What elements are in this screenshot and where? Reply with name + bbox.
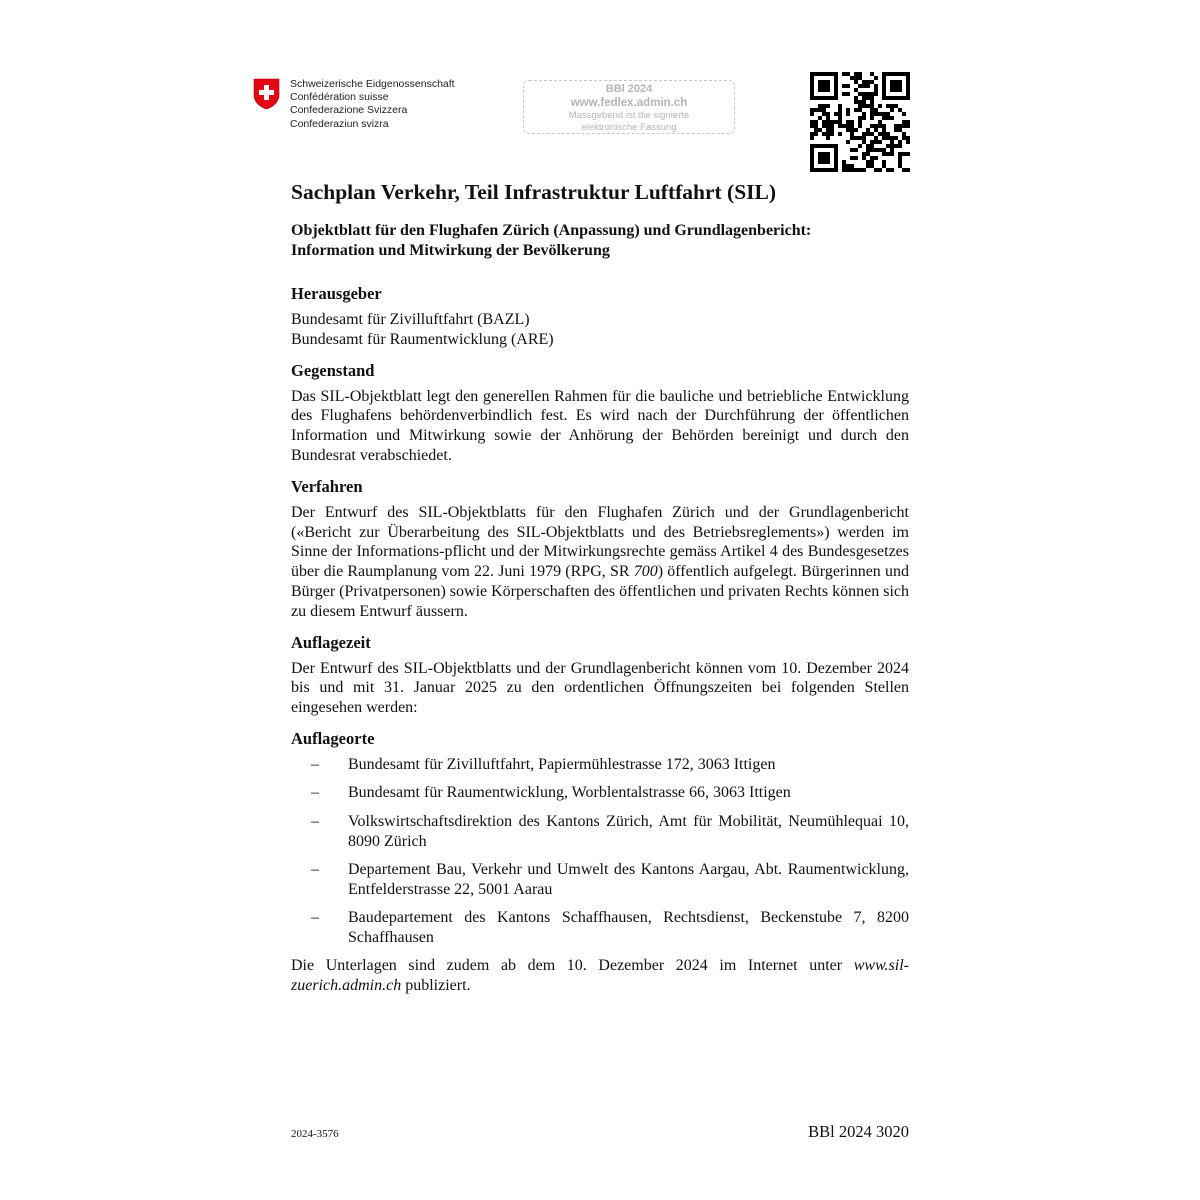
subtitle-line-2: Information und Mitwirkung der Bevölkerung — [291, 242, 610, 259]
section-title-auflageorte: Auflageorte — [291, 728, 375, 748]
qr-code-icon — [810, 72, 910, 172]
section-title-herausgeber: Herausgeber — [291, 284, 382, 303]
list-item — [291, 783, 909, 803]
list-bullet: – — [311, 860, 319, 878]
confederation-line-de: Schweizerische Eidgenossenschaft — [290, 78, 455, 90]
closing-text-part-1: Die Unterlagen sind zudem ab dem 10. Dezember 2024 im Internet unter — [291, 957, 854, 975]
section-title-verfahren: Verfahren — [291, 476, 363, 496]
document-reference: 2024-3576 — [291, 1128, 339, 1140]
location-text: Volkswirtschaftsdirektion des Kantons Zürich, Amt für Mobilität, Neumühlequai 10, 8090 Zürich — [348, 812, 909, 850]
page-subtitle — [291, 221, 909, 261]
publisher-list — [291, 310, 909, 350]
list-bullet: – — [311, 909, 319, 927]
page-title: Sachplan Verkehr, Teil Infrastruktur Luftfahrt (SIL) — [291, 180, 777, 204]
stamp-line-1: BBl 2024 — [605, 83, 653, 95]
stamp-line-2: www.fedlex.admin.ch — [570, 97, 688, 109]
confederation-logo — [253, 78, 455, 131]
stamp-line-3: Massgebend ist die signierte — [568, 110, 690, 121]
gegenstand-text: Das SIL-Objektblatt legt den generellen Rahmen für die bauliche und betriebliche Entwicklung des Flughafens behördenverbindlich fest. Es wird nach der Durchführung der öffentlichen Information und Mitwirkung sowie der Anhörung der Behörden bereinigt und durch den Bundesrat verabschiedet. — [291, 387, 909, 464]
verfahren-text-part-1: Der Entwurf des SIL-Objektblatts für den Flughafen Zürich und der Grundlagenbericht («Bericht zur Überarbeitung des SIL-Objektblatts und des Betriebsreglements») werden im Sinne der Informations-pflicht und der Mitwirkungsrechte gemäss Artikel 4 des Bundesgesetzes über die Raumplanung vom 22. Juni 1979 (RPG, SR — [291, 503, 909, 581]
verfahren-sr-number: 700 — [633, 563, 658, 581]
swiss-cross-shield-icon — [253, 78, 280, 110]
list-item — [291, 908, 909, 948]
location-text: Baudepartement des Kantons Schaffhausen, Rechtsdienst, Beckenstube 7, 8200 Schaffhausen — [348, 909, 909, 946]
publisher-are: Bundesamt für Raumentwicklung (ARE) — [291, 330, 554, 348]
confederation-line-rm: Confederaziun svizra — [290, 117, 389, 130]
subtitle-line-1: Objektblatt für den Flughafen Zürich (Anpassung) und Grundlagenbericht: — [291, 222, 812, 239]
section-title-auflagezeit: Auflagezeit — [291, 632, 371, 652]
list-item — [291, 755, 909, 775]
website-link[interactable]: www.sil-zuerich.admin.ch — [291, 957, 909, 995]
list-bullet: – — [311, 812, 319, 830]
stamp-line-4: elektronische Fassung — [581, 121, 677, 133]
closing-text — [291, 956, 909, 996]
publication-reference: BBl 2024 3020 — [808, 1122, 909, 1141]
fedlex-stamp — [523, 80, 735, 134]
list-item — [291, 860, 909, 900]
section-title-gegenstand: Gegenstand — [291, 360, 375, 380]
verfahren-text-part-2: ) öffentlich aufgelegt. Bürgerinnen und Bürger (Privatpersonen) sowie Körperschaften des öffentlichen und privaten Rechts können sich zu diesem Entwurf äussern. — [291, 563, 909, 620]
document-body — [291, 178, 909, 996]
confederation-line-it: Confederazione Svizzera — [290, 104, 408, 117]
closing-text-part-2: publiziert. — [401, 977, 471, 995]
location-text: Bundesamt für Raumentwicklung, Worblentalstrasse 66, 3063 Ittigen — [348, 784, 791, 802]
confederation-names — [290, 78, 455, 131]
location-text: Departement Bau, Verkehr und Umwelt des Kantons Aargau, Abt. Raumentwicklung, Entfelderstrasse 22, 5001 Aarau — [348, 860, 909, 898]
publisher-bazl: Bundesamt für Zivilluftfahrt (BAZL) — [291, 311, 530, 328]
verfahren-text — [291, 503, 909, 622]
location-text: Bundesamt für Zivilluftfahrt, Papiermühlestrasse 172, 3063 Ittigen — [348, 755, 776, 773]
list-bullet: – — [311, 784, 319, 802]
confederation-line-fr: Confédération suisse — [290, 91, 389, 104]
location-list — [291, 755, 909, 948]
auflagezeit-text: Der Entwurf des SIL-Objektblatts und der Grundlagenbericht können vom 10. Dezember 2024 bis und mit 31. Januar 2025 zu den ordentlichen Öffnungszeiten bei folgenden Stellen eingesehen werden: — [291, 659, 909, 717]
list-item — [291, 812, 909, 852]
list-bullet: – — [311, 755, 319, 773]
